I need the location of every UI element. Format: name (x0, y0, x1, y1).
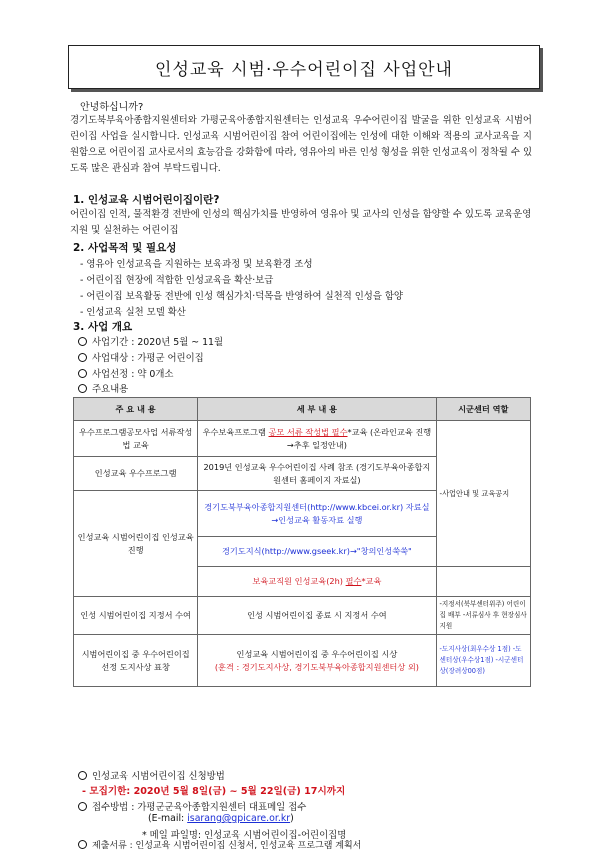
detail-text: 우수보육프로그램 (202, 426, 269, 437)
table-cell-main: 인성 시범어린이집 지정서 수여 (74, 597, 198, 635)
detail-text: *교육 (온라인교육 진행→추후 일정안내) (286, 426, 432, 450)
email-line (148, 813, 294, 824)
section2-heading: 2. 사업목적 및 필요성 (73, 242, 177, 254)
table-header: 주 요 내 용 (74, 398, 198, 421)
overview-text: 사업대상 : 가평군 어린이집 (92, 353, 204, 364)
table-header-row (74, 398, 531, 421)
title-text: 인성교육 시범·우수어린이집 사업안내 (155, 59, 453, 80)
table-cell-detail (198, 567, 436, 597)
table-cell-role: -지정서(북부센터위주) 어린이집 배부 -서류심사 후 현장심사 지원 (436, 597, 530, 635)
circle-bullet-icon (78, 337, 87, 346)
detail-highlight: *교육 (361, 576, 382, 586)
overview-line (78, 381, 128, 395)
table-row (74, 597, 531, 635)
circle-bullet-icon (78, 840, 87, 849)
program-table (73, 397, 531, 687)
receive-text: 접수방법 : 가평군군육아종합지원센터 대표메일 접수 (92, 802, 307, 813)
circle-bullet-icon (78, 384, 87, 393)
email-close: ) (290, 813, 294, 824)
overview-line (78, 350, 204, 364)
file-name-note: * 메일 파일명: 인성교육 시범어린이집-어린이집명 (142, 830, 347, 841)
detail-highlight: (훈격 : 경기도지사상, 경기도북부육아종합지원센터상 외) (214, 661, 419, 672)
overview-line (78, 366, 173, 380)
overview-text: 주요내용 (92, 384, 129, 395)
detail-text: 인성교육 시범어린이집 중 우수어린이집 시상 (236, 648, 398, 659)
table-header: 세 부 내 용 (198, 398, 436, 421)
detail-highlight: 필수 (329, 426, 348, 437)
detail-highlight: 필수 (345, 576, 362, 586)
email-link[interactable]: isarang@gpicare.or.kr (187, 813, 291, 824)
table-cell-role: -사업안내 및 교육공지 (436, 421, 530, 567)
table-cell-main: 인성교육 시범어린이집 인성교육 진행 (74, 491, 198, 597)
table-cell-main: 우수프로그램공모사업 서류작성법 교육 (74, 421, 198, 457)
section1-body: 어린이집 인적, 물적환경 전반에 인성의 핵심가치를 반영하여 영유아 및 교사의 인성을 함양할 수 있도록 교육운영 지원 및 실천하는 어린이집 (70, 209, 532, 236)
table-cell-detail (198, 421, 436, 457)
table-cell-detail: 경기도지식(http://www.gseek.kr)→"창의인성쑥쑥" (198, 537, 436, 567)
receive-method (78, 799, 306, 813)
detail-highlight: 보육교직원 인성교육(2h) (252, 576, 346, 586)
submit-docs (78, 838, 361, 851)
intro-paragraph: 경기도북부육아종합지원센터와 가평군육아종합지원센터는 인성교육 우수어린이집 발굴을 위한 인성교육 시범어린이집 사업을 실시합니다. 인성교육 시범어린이집 참여 어린이집에는 인성에 대한 이해와 적용의 교사교육을 지원함으로 어린이집 교사로서의 효능감을 강화함에 따라, 영유아의 바른 인성 형성을 위한 인성교육이 정착될 수 있도록 많은 관심과 참여 부탁드립니다. (70, 115, 532, 174)
table-cell-detail: 경기도북부육아종합지원센터(http://www.kbcei.or.kr) 자료실→인성교육 활동자료 실행 (198, 491, 436, 537)
table-header: 시군센터 역할 (436, 398, 530, 421)
apply-heading-text: 인성교육 시범어린이집 신청방법 (92, 771, 225, 782)
table-cell-role-empty (436, 567, 530, 597)
table-row (74, 421, 531, 457)
table-cell-role: -도지사상(최우수상 1점) -도센터상(우수상1점) -시군센터상(장려상00점) (436, 635, 530, 687)
docs-text: 제출서류 : 인성교육 시범어린이집 신청서, 인성교육 프로그램 계획서 (92, 841, 362, 851)
overview-text: 사업선정 : 약 0개소 (92, 369, 174, 380)
table-cell-main: 시범어린이집 중 우수어린이집 선정 도지사상 표창 (74, 635, 198, 687)
deadline: - 모집기한: 2020년 5월 8일(금) ~ 5월 22일(금) 17시까지 (82, 786, 346, 797)
overview-line (78, 334, 223, 348)
table-cell-detail: 2019년 인성교육 우수어린이집 사례 참조 (경기도부육아종합지원센터 홈페이지 자료실) (198, 457, 436, 491)
table-cell-detail (198, 635, 436, 687)
section3-heading: 3. 사업 개요 (73, 321, 133, 333)
table-cell-main: 인성교육 우수프로그램 (74, 457, 198, 491)
greeting: 안녕하십니까? (80, 102, 144, 113)
apply-heading (78, 768, 225, 782)
circle-bullet-icon (78, 353, 87, 362)
page-title (68, 45, 540, 89)
table-row (74, 635, 531, 687)
detail-highlight: 공모 서류 작성법 (268, 426, 330, 437)
purpose-item: - 영유아 인성교육을 지원하는 보육과정 및 보육환경 조성 (80, 259, 313, 270)
circle-bullet-icon (78, 771, 87, 780)
purpose-item: - 어린이집 보육활동 전반에 인성 핵심가치·덕목을 반영하여 실천적 인성을 함양 (80, 291, 403, 302)
section1-heading: 1. 인성교육 시범어린이집이란? (73, 194, 220, 206)
circle-bullet-icon (78, 369, 87, 378)
table-cell-detail: 인성 시범어린이집 종료 시 지정서 수여 (198, 597, 436, 635)
overview-text: 사업기간 : 2020년 5월 ~ 11월 (92, 337, 224, 348)
purpose-item: - 어린이집 현장에 적합한 인성교육을 확산·보급 (80, 275, 274, 286)
circle-bullet-icon (78, 802, 87, 811)
purpose-item: - 인성교육 실천 모델 확산 (80, 307, 186, 318)
email-label: (E-mail: (148, 813, 188, 824)
